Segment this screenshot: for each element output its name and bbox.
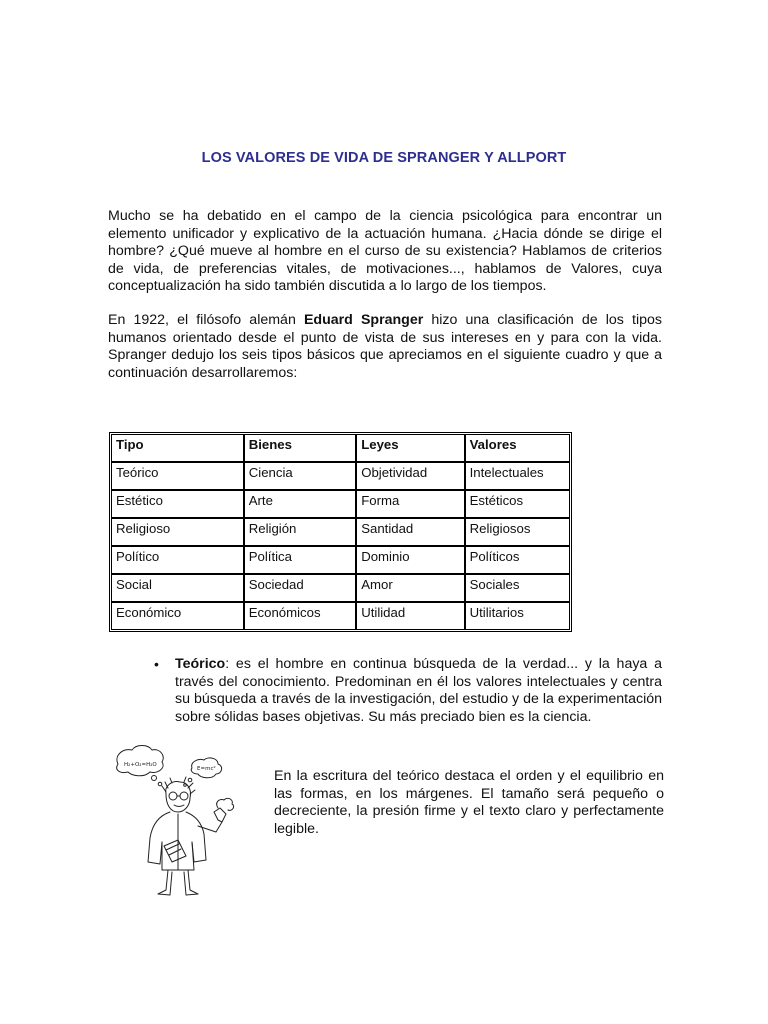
bullet-text bbox=[175, 656, 662, 726]
table-cell: Santidad bbox=[356, 518, 464, 546]
table-cell: Objetividad bbox=[356, 462, 464, 490]
table-cell: Utilidad bbox=[356, 602, 464, 630]
table-cell: Sociales bbox=[465, 574, 570, 602]
table-cell: Políticos bbox=[465, 546, 570, 574]
table-cell: Amor bbox=[356, 574, 464, 602]
page-title: LOS VALORES DE VIDA DE SPRANGER Y ALLPORT bbox=[201, 150, 567, 166]
table-cell: Intelectuales bbox=[465, 462, 570, 490]
scientist-drawing-icon bbox=[108, 742, 258, 902]
spranger-paragraph-end: hizo una clasificación de los tipos humanos orientado desde el punto de vista de sus intereses en y para con la vida. Spranger dedujo los seis tipos básicos que apreciamos en el siguiente cuadro y que a continuación desarrollaremos: bbox=[108, 312, 662, 381]
intro-paragraph: Mucho se ha debatido en el campo de la ciencia psicológica para encontrar un elemento unificador y explicativo de la actuación humana. ¿Hacia dónde se dirige el hombre? ¿Qué mueve al hombre en el curso de su existencia? Hablamos de criterios de vida, de preferencias vitales, de motivaciones..., hablamos de Valores, cuya conceptualización ha sido también discutida a lo largo de los tiempos. bbox=[108, 208, 662, 294]
spranger-paragraph bbox=[108, 312, 662, 382]
table-row bbox=[111, 602, 570, 630]
table-cell: Religión bbox=[244, 518, 356, 546]
table-cell: Política bbox=[244, 546, 356, 574]
table-cell: Sociedad bbox=[244, 574, 356, 602]
bubble-formula-2: E=mc² bbox=[197, 766, 216, 772]
table-cell: Social bbox=[111, 574, 244, 602]
table-cell: Dominio bbox=[356, 546, 464, 574]
header-tipo: Tipo bbox=[111, 434, 244, 462]
table-cell: Arte bbox=[244, 490, 356, 518]
table-cell: Político bbox=[111, 546, 244, 574]
table-row bbox=[111, 574, 570, 602]
table-row bbox=[111, 462, 570, 490]
table-cell: Ciencia bbox=[244, 462, 356, 490]
header-bienes: Bienes bbox=[244, 434, 356, 462]
table-cell: Religiosos bbox=[465, 518, 570, 546]
header-valores: Valores bbox=[465, 434, 570, 462]
table-cell: Religioso bbox=[111, 518, 244, 546]
table-cell: Utilitarios bbox=[465, 602, 570, 630]
table-cell: Estéticos bbox=[465, 490, 570, 518]
teorico-writing-paragraph: En la escritura del teórico destaca el orden y el equilibrio en las formas, en los márgenes. El tamaño será pequeño o decreciente, la presión firme y el texto claro y perfectamente legible. bbox=[274, 768, 664, 837]
bullet-description: : es el hombre en continua búsqueda de la verdad... y la haya a través del conocimiento. Predominan en él los valores intelectuales y centra su búsqueda a través de la investigación, del estudio y de la experimentación sobre sólidas bases objetivas. Su más preciado bien es la ciencia. bbox=[175, 656, 662, 725]
table-cell: Teórico bbox=[111, 462, 244, 490]
header-leyes: Leyes bbox=[356, 434, 464, 462]
table-cell: Económico bbox=[111, 602, 244, 630]
spranger-paragraph-start: En 1922, el filósofo alemán bbox=[108, 312, 304, 328]
bullet-term: Teórico bbox=[175, 656, 226, 672]
table-row bbox=[111, 546, 570, 574]
table-cell: Estético bbox=[111, 490, 244, 518]
bubble-formula-1: H₂+O₂=H₂O bbox=[124, 762, 157, 768]
spranger-name: Eduard Spranger bbox=[303, 312, 424, 328]
table-cell: Forma bbox=[356, 490, 464, 518]
types-table bbox=[109, 432, 572, 632]
bullet-marker: • bbox=[154, 656, 159, 672]
table-cell: Económicos bbox=[244, 602, 356, 630]
table-row bbox=[111, 490, 570, 518]
table-row bbox=[111, 518, 570, 546]
table-header-row bbox=[111, 434, 570, 462]
